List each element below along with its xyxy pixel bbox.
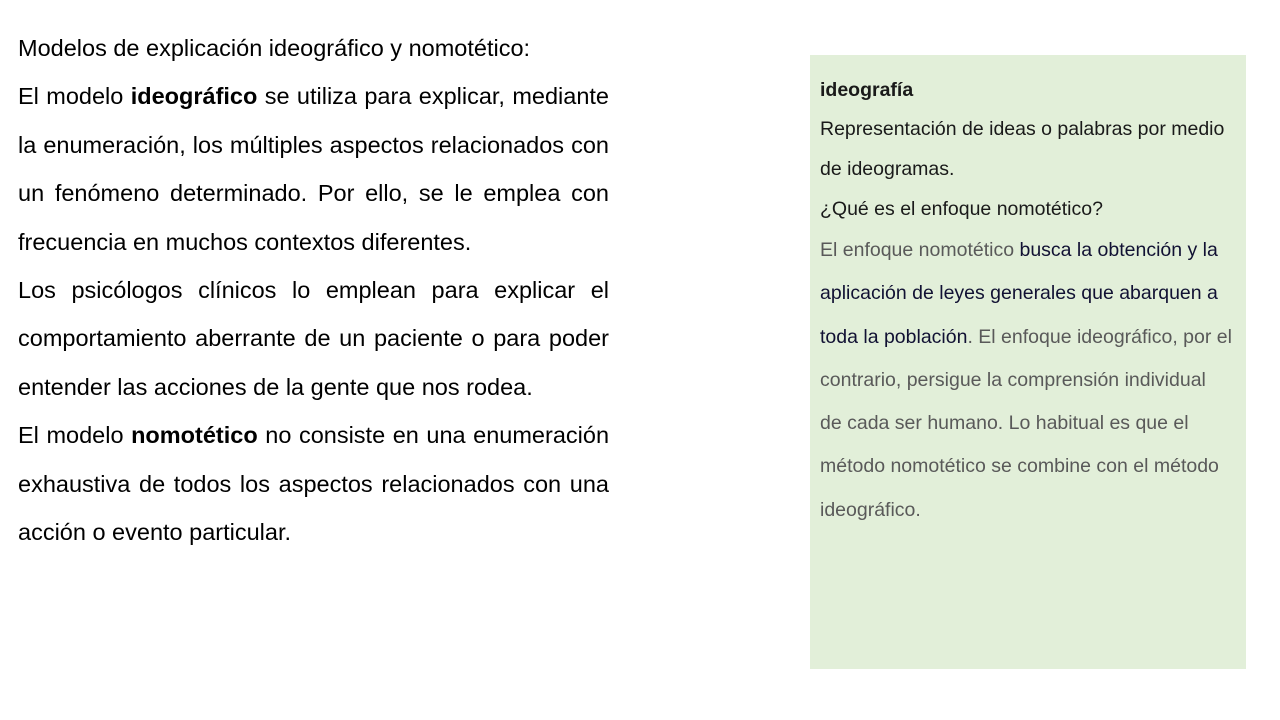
sidebar-text bbox=[820, 71, 1232, 532]
sidebar-question: ¿Qué es el enfoque nomotético? bbox=[820, 198, 1103, 220]
main-title: Modelos de explicación ideográfico y nomotético: bbox=[18, 35, 531, 61]
main-text-block bbox=[18, 24, 609, 556]
paragraph-nomotetico bbox=[18, 411, 609, 556]
definition-sidebar bbox=[810, 55, 1246, 669]
para1-prefix: El modelo bbox=[18, 83, 131, 110]
para3-prefix: El modelo bbox=[18, 422, 132, 449]
para3-suffix: no consiste en una enumeración exhaustiva de todos los aspectos relacionados con una acción o evento particular. bbox=[18, 422, 610, 546]
sidebar-answer bbox=[820, 229, 1232, 532]
paragraph-psicologos: Los psicólogos clínicos lo emplean para explicar el comportamiento aberrante de un paciente o para poder entender las acciones de la gente que nos rodea. bbox=[18, 277, 609, 400]
answer-part3: . El enfoque ideográfico, por el contrario, persigue la comprensión individual de cada ser humano. Lo habitual es que el método nomotético se combine con el método ideográfico. bbox=[820, 325, 1232, 521]
term-nomotetico: nomotético bbox=[131, 422, 258, 449]
paragraph-ideografico bbox=[18, 72, 609, 266]
para1-suffix: se utiliza para explicar, mediante la enumeración, los múltiples aspectos relacionados con un fenómeno determinado. Por ello, se le emplea con frecuencia en muchos contextos diferentes. bbox=[18, 83, 610, 255]
term-ideografico: ideográfico bbox=[130, 83, 258, 110]
sidebar-term: ideografía bbox=[820, 79, 914, 101]
answer-part2: busca la obtención y la aplicación de leyes generales que abarquen a toda la población bbox=[820, 239, 1218, 348]
sidebar-definition: Representación de ideas o palabras por medio de ideogramas. bbox=[820, 118, 1225, 180]
answer-part1: El enfoque nomotético bbox=[820, 239, 1020, 261]
